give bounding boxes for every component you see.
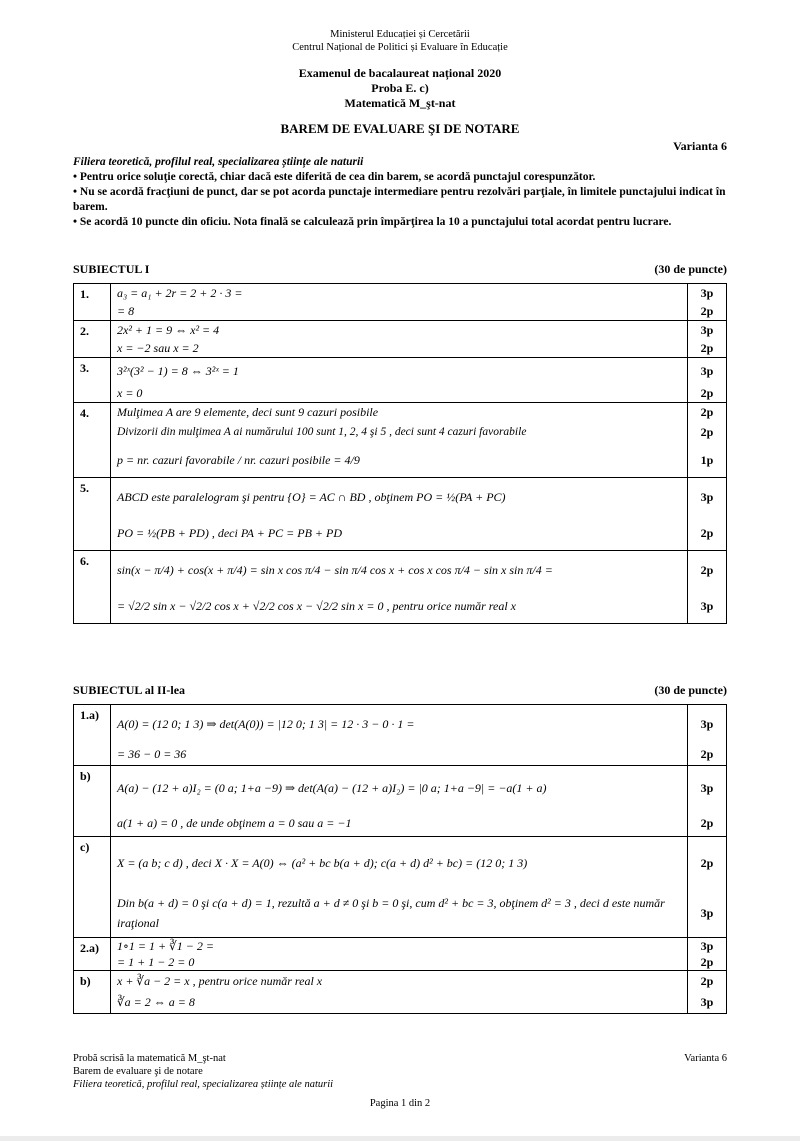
subject2-table [73,704,727,1014]
item-body [111,705,727,766]
solution-step: ∛a = 2 ⇔ a = 8 [117,994,195,1009]
item-body [111,321,727,358]
solution-step: a(1 + a) = 0 , de unde obţinem a = 0 sau a = −1 [117,815,352,830]
item-number: 5. [74,478,111,551]
solution-step: 2x² + 1 = 9 ⇔ x² = 4 [117,322,220,337]
solution-step: sin(x − π/4) + cos(x + π/4) = sin x cos π/4 − sin π/4 cos x + cos x cos π/4 − sin x sin π/4 = [117,562,553,577]
bottom-divider [0,1136,800,1141]
item-number: 6. [74,551,111,624]
table-row [74,971,727,1014]
item-body [111,938,727,971]
table-row [74,705,727,766]
item-number: b) [74,971,111,1014]
item-body [111,971,727,1014]
solution-step: x = −2 sau x = 2 [117,340,199,355]
solution-step: Din b(a + d) = 0 şi c(a + d) = 1, rezultă a + d ≠ 0 şi b = 0 şi, cum d² + bc = 3, obţinem d² = 3 , deci d este număr iraţional [117,896,665,930]
solution-step: X = (a b; c d) , deci X · X = A(0) ⇔ (a² + bc b(a + d); c(a + d) d² + bc) = (12 0; 1 3) [117,855,528,870]
subject1-table [73,283,727,624]
points-value: 1p [700,452,714,467]
rule-item: • Se acordă 10 puncte din oficiu. Nota finală se calculează prin împărţirea la 10 a punctajului total acordat pentru lucrare. [73,216,672,228]
rules-list [73,170,727,230]
points-value: 2p [700,385,714,400]
points-value: 3p [700,938,714,953]
solution-step: ABCD este paralelogram şi pentru {O} = AC ∩ BD , obţinem PO = ½(PA + PC) [117,489,506,504]
ministry-header [0,28,800,54]
points-value: 2p [700,855,714,870]
points-value: 2p [700,303,714,318]
table-row [74,837,727,938]
points-value: 2p [700,954,714,969]
item-number: 1.a) [74,705,111,766]
solution-step: 1∘1 = 1 + ∛1 − 2 = [117,938,214,953]
solution-step: a₃ = a₁ + 2r = 2 + 2 · 3 = [117,285,243,300]
points-value: 3p [700,285,714,300]
solution-step: = 36 − 0 = 36 [117,746,187,761]
item-number: c) [74,837,111,938]
solution-step: x = 0 [117,385,143,400]
points-value: 2p [700,815,714,830]
subject2-heading [73,683,727,698]
solution-step: A(a) − (12 + a)I₂ = (0 a; 1+a −9) ⇒ det(A(a) − (12 + a)I₂) = |0 a; 1+a −9| = −a(1 + a) [117,780,547,795]
points-value: 3p [700,905,714,920]
points-value: 3p [700,716,714,731]
table-row [74,358,727,403]
points-value: 3p [700,489,714,504]
footer-variant: Varianta 6 [684,1053,727,1064]
points-value: 3p [700,598,714,613]
subject1-heading [73,262,727,277]
filiera-label: Filiera teoretică, profilul real, specializarea științe ale naturii [73,156,364,168]
exam-title: Examenul de bacalaureat național 2020 [298,66,502,80]
item-number: 3. [74,358,111,403]
solution-step: = 8 [117,303,135,318]
points-value: 2p [700,525,714,540]
solution-step: A(0) = (12 0; 1 3) ⇒ det(A(0)) = |12 0; 1 3| = 12 · 3 − 0 · 1 = [117,716,415,731]
solution-step: = √2/2 sin x − √2/2 cos x + √2/2 cos x − √2/2 sin x = 0 , pentru orice număr real x [117,598,517,613]
points-value: 2p [700,973,714,988]
points-value: 2p [700,404,714,419]
table-row [74,321,727,358]
page-footer [73,1052,727,1091]
item-body [111,358,727,403]
table-row [74,938,727,971]
rule-item: • Pentru orice soluţie corectă, chiar dacă este diferită de cea din barem, se acordă punctajul corespunzător. [73,171,596,183]
points-value: 2p [700,562,714,577]
item-number: 1. [74,284,111,321]
solution-step: PO = ½(PB + PD) , deci PA + PC = PB + PD [117,525,343,540]
exam-header [0,66,800,111]
footer-line: Barem de evaluare şi de notare [73,1066,203,1077]
item-number: b) [74,766,111,837]
solution-step: 3²ˣ(3² − 1) = 8 ⇔ 3²ˣ = 1 [117,363,239,378]
solution-step: Mulţimea A are 9 elemente, deci sunt 9 cazuri posibile [117,404,379,419]
variant-label: Varianta 6 [673,139,727,153]
footer-line: Probă scrisă la matematică M_şt-nat [73,1053,226,1064]
item-body [111,478,727,551]
points-value: 2p [700,746,714,761]
subject2-points: (30 de puncte) [654,683,727,697]
points-value: 3p [700,780,714,795]
points-value: 2p [700,424,714,439]
subject-label: Matematică M_şt-nat [344,96,456,110]
subject2-title: SUBIECTUL al II-lea [73,683,186,697]
item-body [111,403,727,478]
solution-step: p = nr. cazuri favorabile / nr. cazuri posibile = 4/9 [117,452,360,467]
table-row [74,766,727,837]
center-name: Centrul Național de Politici și Evaluare în Educație [292,42,508,53]
points-value: 3p [700,322,714,337]
item-body [111,766,727,837]
proba-label: Proba E. c) [371,81,429,95]
subject1-title: SUBIECTUL I [73,262,150,276]
barem-title: BAREM DE EVALUARE ŞI DE NOTARE [280,121,520,136]
points-value: 3p [700,363,714,378]
item-body [111,284,727,321]
table-row [74,403,727,478]
item-number: 2. [74,321,111,358]
footer-line: Filiera teoretică, profilul real, specializarea științe ale naturii [73,1079,334,1090]
solution-step: x + ∛a − 2 = x , pentru orice număr real x [117,973,323,988]
subject1-points: (30 de puncte) [654,262,727,276]
item-body [111,837,727,938]
item-number: 2.a) [74,938,111,971]
table-row [74,478,727,551]
page-number: Pagina 1 din 2 [369,1098,431,1109]
solution-step: = 1 + 1 − 2 = 0 [117,954,195,969]
table-row [74,284,727,321]
item-body [111,551,727,624]
item-number: 4. [74,403,111,478]
rule-item: • Nu se acordă fracţiuni de punct, dar se pot acorda punctaje intermediare pentru rezolvări parţiale, în limitele punctajului indicat în barem. [73,186,726,213]
points-value: 3p [700,994,714,1009]
table-row [74,551,727,624]
points-value: 2p [700,340,714,355]
solution-step: Divizorii din mulţimea A ai numărului 100 sunt 1, 2, 4 şi 5 , deci sunt 4 cazuri favorabile [117,426,527,438]
ministry-name: Ministerul Educației și Cercetării [330,29,470,40]
